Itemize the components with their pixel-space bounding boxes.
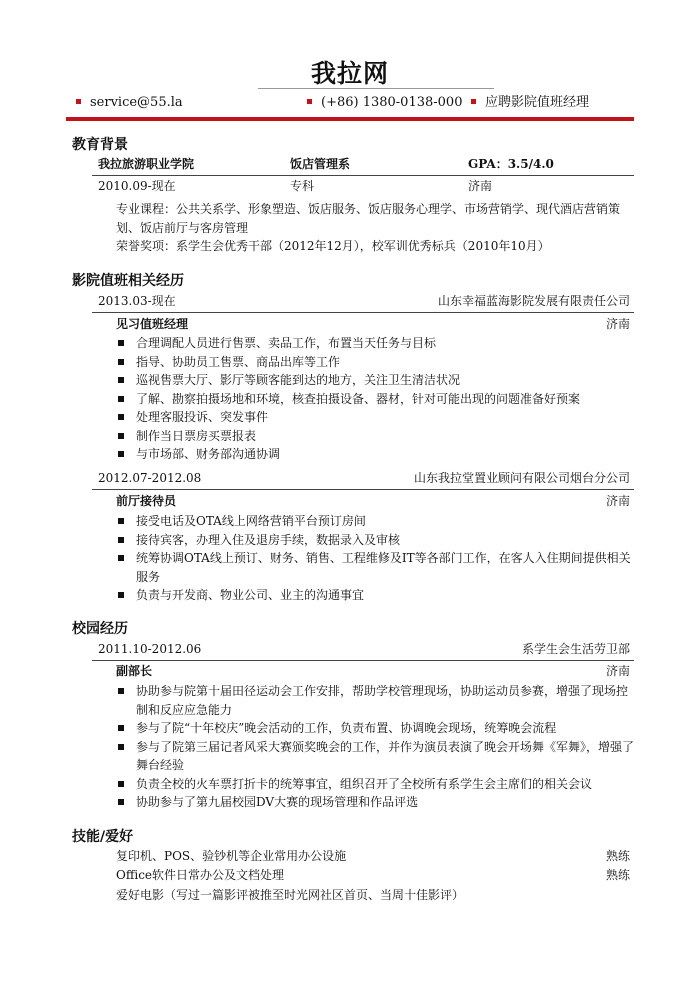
job-1-city: 济南: [605, 317, 630, 331]
campus-divider: [92, 660, 634, 661]
bullet-square-icon: [118, 359, 124, 365]
candidate-name: 我拉网: [310, 59, 389, 88]
email-text: service@55.la: [90, 95, 183, 110]
campus-duties: [118, 682, 634, 812]
job-2-duties: [118, 512, 634, 605]
list-item: 巡视售票大厅、影厅等顾客能到达的地方，关注卫生清洁状况: [118, 371, 634, 390]
bullet-square-icon: [118, 451, 124, 457]
skill-row: [116, 886, 630, 905]
list-item: 指导、协助员工售票、商品出库等工作: [118, 353, 634, 372]
list-item: 接待宾客，办理入住及退房手续，数据录入及审核: [118, 531, 634, 550]
bullet-square-icon: [118, 414, 124, 420]
bullet-square-icon: [118, 781, 124, 787]
job-2-period: 2012.07-2012.08: [98, 471, 202, 485]
bullet-square-icon: [118, 396, 124, 402]
job-2-company: 山东我拉堂置业顾问有限公司烟台分公司: [413, 471, 630, 485]
job-2-role: 前厅接待员: [116, 494, 177, 508]
bullet-square-icon: [118, 725, 124, 731]
contact-phone: [307, 92, 462, 114]
school-name: 我拉旅游职业学院: [98, 157, 195, 171]
job-1-divider: [92, 312, 634, 313]
list-item: 合理调配人员进行售票、卖品工作，布置当天任务与目标: [118, 334, 634, 353]
list-item: 接受电话及OTA线上网络营销平台预订房间: [118, 512, 634, 531]
major-name: 饭店管理系: [290, 157, 351, 171]
campus-role-row: [116, 662, 634, 681]
education-city: 济南: [468, 179, 493, 193]
bullet-square-icon: [307, 99, 312, 104]
bullet-square-icon: [76, 99, 81, 104]
list-item: 处理客服投诉、突发事件: [118, 408, 634, 427]
gpa-value: GPA：3.5/4.0: [468, 157, 554, 171]
skill-row: [116, 847, 630, 866]
education-courses: 专业课程：公共关系学、形象塑造、饭店服务、饭店服务心理学、市场营销学、现代酒店营销策划、饭店前厅与客房管理: [116, 202, 621, 235]
bullet-square-icon: [118, 433, 124, 439]
skill-level: 熟练: [605, 868, 630, 882]
education-honors: 荣誉奖项：系学生会优秀干部（2012年12月），校军训优秀标兵（2010年10月）: [116, 239, 550, 253]
section-title-campus: 校园经历: [72, 621, 128, 637]
skill-name: 爱好电影（写过一篇影评被推至时光网社区首页、当周十佳影评）: [116, 888, 465, 902]
list-item: 统筹协调OTA线上预订、财务、销售、工程维修及IT等各部门工作，在客人入住期间提供相关服务: [118, 549, 634, 586]
section-title-skills: 技能/爱好: [72, 829, 134, 845]
contact-email: [76, 92, 183, 114]
list-item: 负责与开发商、物业公司、业主的沟通事宜: [118, 586, 634, 605]
contact-objective: [471, 92, 589, 114]
phone-text: (+86) 1380-0138-000: [321, 95, 463, 110]
bullet-square-icon: [118, 688, 124, 694]
job-2-city: 济南: [605, 494, 630, 508]
list-item: 参与了院第三届记者风采大赛颁奖晚会的工作，并作为演员表演了晚会开场舞《军舞》，增强了舞台经验: [118, 738, 634, 775]
job-1-role: 见习值班经理: [116, 317, 189, 331]
bullet-square-icon: [118, 537, 124, 543]
list-item: 协助参与院第十届田径运动会工作安排，帮助学校管理现场，协助运动员参赛，增强了现场控制和反应应急能力: [118, 682, 634, 719]
list-item: 制作当日票房买票报表: [118, 427, 634, 446]
job-2-header: [98, 469, 634, 488]
skill-row: [116, 866, 630, 885]
job-1-role-row: [116, 315, 634, 334]
bullet-square-icon: [118, 340, 124, 346]
section-title-work: 影院值班相关经历: [72, 273, 184, 289]
list-item: 负责全校的火车票打折卡的统筹事宜，组织召开了全校所有系学生会主席们的相关会议: [118, 775, 634, 794]
list-item: 了解、勘察拍摄场地和环境，核查拍摄设备、器材，针对可能出现的问题准备好预案: [118, 390, 634, 409]
campus-header: [98, 640, 634, 659]
education-degree: 专科: [290, 179, 315, 193]
campus-role: 副部长: [116, 664, 153, 678]
education-period-row: [98, 177, 634, 196]
job-1-company: 山东幸福蓝海影院发展有限责任公司: [437, 294, 630, 308]
education-school-row: [98, 155, 634, 174]
header-divider: [66, 117, 634, 121]
job-2-divider: [92, 489, 634, 490]
section-title-education: 教育背景: [72, 137, 128, 153]
campus-org: 系学生会生活劳卫部: [521, 642, 630, 656]
skill-level: 熟练: [605, 849, 630, 863]
education-period: 2010.09-现在: [98, 179, 176, 193]
campus-city: 济南: [605, 664, 630, 678]
bullet-square-icon: [118, 799, 124, 805]
bullet-square-icon: [118, 555, 124, 561]
objective-text: 应聘影院值班经理: [485, 95, 590, 110]
list-item: 协助参与了第九届校园DV大赛的现场管理和作品评选: [118, 793, 634, 812]
job-1-period: 2013.03-现在: [98, 294, 176, 308]
bullet-square-icon: [118, 518, 124, 524]
job-2-role-row: [116, 492, 634, 511]
job-1-duties: [118, 334, 634, 464]
bullet-square-icon: [118, 744, 124, 750]
bullet-square-icon: [118, 377, 124, 383]
bullet-square-icon: [471, 99, 476, 104]
bullet-square-icon: [118, 592, 124, 598]
campus-period: 2011.10-2012.06: [98, 642, 202, 656]
education-divider: [92, 175, 634, 176]
name-underline: [258, 88, 494, 89]
list-item: 与市场部、财务部沟通协调: [118, 445, 634, 464]
job-1-header: [98, 292, 634, 311]
skill-name: Office软件日常办公及文档处理: [116, 868, 285, 882]
list-item: 参与了院“十年校庆”晚会活动的工作，负责布置、协调晚会现场，统筹晚会流程: [118, 719, 634, 738]
skill-name: 复印机、POS、验钞机等企业常用办公设施: [116, 849, 347, 863]
